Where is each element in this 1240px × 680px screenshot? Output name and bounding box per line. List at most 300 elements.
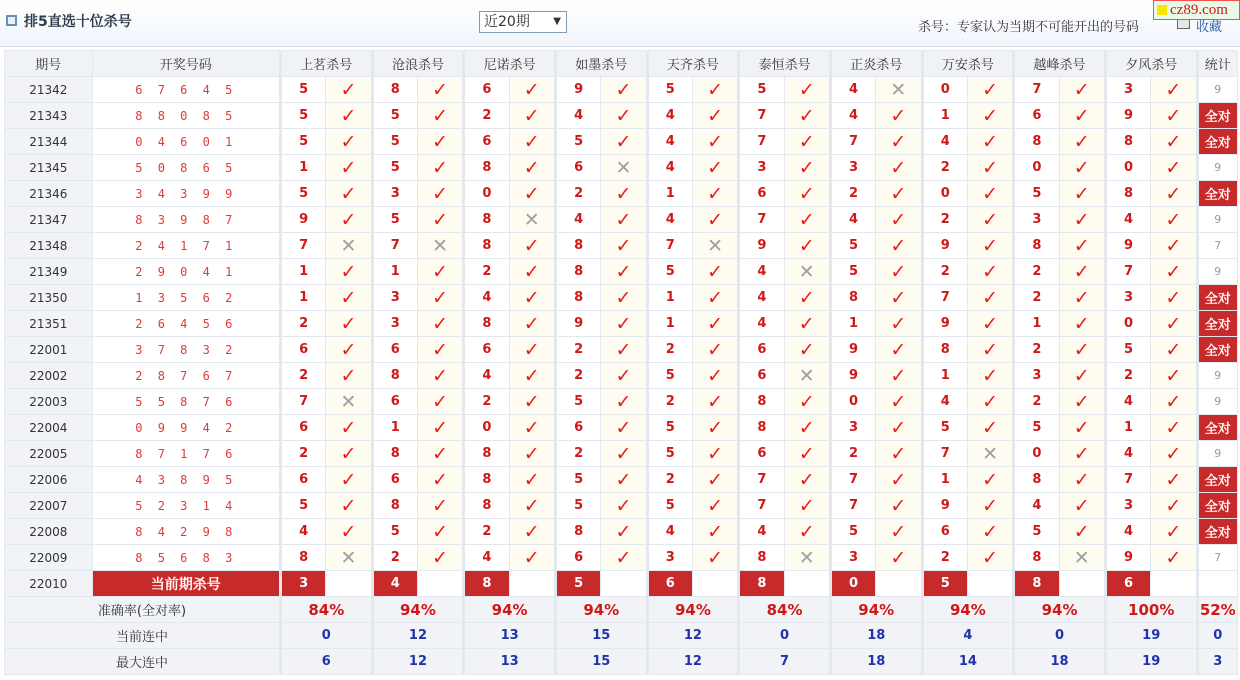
current-kill-blank — [509, 571, 555, 597]
check-icon: ✓ — [417, 181, 463, 207]
kill-number: 0 — [464, 415, 509, 441]
accuracy-row — [5, 597, 1238, 623]
check-icon: ✓ — [967, 129, 1013, 155]
check-icon: ✓ — [692, 311, 738, 337]
check-icon: ✓ — [1151, 519, 1197, 545]
current-kill-number: 5 — [922, 571, 967, 597]
kill-number: 6 — [739, 363, 784, 389]
table-row — [5, 103, 1238, 129]
kill-number: 8 — [464, 155, 509, 181]
kill-number: 7 — [1105, 467, 1150, 493]
kill-number: 4 — [464, 285, 509, 311]
kill-number: 3 — [830, 155, 875, 181]
period-id: 21348 — [5, 233, 93, 259]
kill-number: 9 — [1105, 103, 1150, 129]
current-kill-label: 当前期杀号 — [92, 571, 280, 597]
row-stat: 全对 — [1197, 337, 1237, 363]
check-icon: ✓ — [1059, 311, 1105, 337]
check-icon: ✓ — [876, 337, 922, 363]
check-icon: ✓ — [692, 389, 738, 415]
check-icon: ✓ — [1151, 415, 1197, 441]
kill-number: 4 — [647, 155, 692, 181]
check-icon: ✓ — [876, 467, 922, 493]
current-stat-blank — [1197, 571, 1237, 597]
check-icon: ✓ — [876, 181, 922, 207]
check-icon: ✓ — [1151, 441, 1197, 467]
check-icon: ✓ — [784, 337, 830, 363]
dropdown-arrow-icon: ▼ — [553, 16, 561, 27]
kill-number: 8 — [739, 389, 784, 415]
draw-numbers: 2 4 1 7 1 — [92, 233, 280, 259]
kill-number: 1 — [647, 285, 692, 311]
row-stat: 全对 — [1197, 129, 1237, 155]
kill-number: 2 — [1014, 337, 1059, 363]
cross-icon: ✕ — [509, 207, 555, 233]
draw-numbers: 5 2 3 1 4 — [92, 493, 280, 519]
check-icon: ✓ — [1151, 285, 1197, 311]
draw-numbers: 2 8 7 6 7 — [92, 363, 280, 389]
check-icon: ✓ — [692, 441, 738, 467]
kill-number: 8 — [464, 311, 509, 337]
top-bar — [0, 0, 1240, 47]
kill-number: 7 — [739, 467, 784, 493]
site-logo[interactable] — [1153, 0, 1240, 20]
kill-number: 7 — [739, 493, 784, 519]
draw-numbers: 5 5 8 7 6 — [92, 389, 280, 415]
kill-number: 2 — [372, 545, 417, 571]
check-icon: ✓ — [509, 311, 555, 337]
row-stat: 全对 — [1197, 467, 1237, 493]
check-icon: ✓ — [1059, 441, 1105, 467]
kill-number: 2 — [555, 337, 600, 363]
draw-numbers: 8 8 0 8 5 — [92, 103, 280, 129]
check-icon: ✓ — [601, 285, 647, 311]
kill-number: 4 — [647, 207, 692, 233]
col-expert-header: 尼诺杀号 — [464, 51, 556, 77]
kill-number: 6 — [464, 77, 509, 103]
check-icon: ✓ — [1059, 103, 1105, 129]
period-id: 21346 — [5, 181, 93, 207]
period-id: 22002 — [5, 363, 93, 389]
check-icon: ✓ — [601, 337, 647, 363]
kill-number: 4 — [1105, 389, 1150, 415]
check-icon: ✓ — [1151, 129, 1197, 155]
check-icon: ✓ — [326, 129, 372, 155]
summary-value: 0 — [739, 623, 831, 649]
check-icon: ✓ — [1151, 181, 1197, 207]
summary-value: 94% — [372, 597, 464, 623]
check-icon: ✓ — [601, 207, 647, 233]
kill-number: 4 — [830, 77, 875, 103]
period-id: 22006 — [5, 467, 93, 493]
check-icon: ✓ — [967, 415, 1013, 441]
kill-number: 8 — [555, 259, 600, 285]
kill-number: 7 — [739, 129, 784, 155]
check-icon: ✓ — [417, 363, 463, 389]
kill-number: 5 — [922, 415, 967, 441]
kill-number: 2 — [464, 259, 509, 285]
kill-number: 6 — [739, 441, 784, 467]
current-period-row — [5, 571, 1238, 597]
favorite-link[interactable]: 收藏 — [1196, 20, 1223, 35]
table-row — [5, 207, 1238, 233]
kill-number: 8 — [1014, 129, 1059, 155]
summary-value: 100% — [1105, 597, 1197, 623]
table-row — [5, 467, 1238, 493]
check-icon: ✓ — [1059, 77, 1105, 103]
summary-value: 15 — [555, 623, 647, 649]
kill-note: 杀号：专家认为当期不可能开出的号码 — [918, 20, 1140, 35]
check-icon: ✓ — [784, 389, 830, 415]
check-icon: ✓ — [326, 415, 372, 441]
kill-number: 9 — [280, 207, 325, 233]
kill-number: 8 — [464, 233, 509, 259]
period-id: 22009 — [5, 545, 93, 571]
period-id: 21345 — [5, 155, 93, 181]
row-stat: 7 — [1197, 233, 1237, 259]
kill-number: 4 — [739, 519, 784, 545]
summary-label: 准确率(全对率) — [5, 597, 281, 623]
table-row — [5, 363, 1238, 389]
summary-stat: 52% — [1197, 597, 1237, 623]
check-icon: ✓ — [967, 77, 1013, 103]
draw-numbers: 3 7 8 3 2 — [92, 337, 280, 363]
check-icon: ✓ — [509, 129, 555, 155]
col-expert-header: 天齐杀号 — [647, 51, 739, 77]
kill-number: 8 — [1014, 233, 1059, 259]
current-kill-blank — [417, 571, 463, 597]
check-icon: ✓ — [417, 285, 463, 311]
kill-number: 2 — [280, 441, 325, 467]
summary-value: 12 — [647, 649, 739, 675]
draw-numbers: 1 3 5 6 2 — [92, 285, 280, 311]
row-stat: 7 — [1197, 545, 1237, 571]
kill-number: 8 — [1105, 129, 1150, 155]
check-icon: ✓ — [601, 77, 647, 103]
check-icon: ✓ — [876, 103, 922, 129]
check-icon: ✓ — [1151, 77, 1197, 103]
row-stat: 全对 — [1197, 493, 1237, 519]
kill-number: 7 — [1014, 77, 1059, 103]
draw-numbers: 8 4 2 9 8 — [92, 519, 280, 545]
check-icon: ✓ — [509, 467, 555, 493]
summary-value: 19 — [1105, 649, 1197, 675]
kill-number: 7 — [739, 207, 784, 233]
cross-icon: ✕ — [417, 233, 463, 259]
kill-number: 3 — [1014, 363, 1059, 389]
kill-number: 6 — [372, 337, 417, 363]
check-icon: ✓ — [1059, 181, 1105, 207]
kill-number: 7 — [280, 233, 325, 259]
row-stat: 9 — [1197, 155, 1237, 181]
summary-value: 12 — [647, 623, 739, 649]
current-kill-number: 5 — [555, 571, 600, 597]
kill-number: 2 — [555, 363, 600, 389]
check-icon: ✓ — [326, 519, 372, 545]
check-icon: ✓ — [692, 155, 738, 181]
check-icon: ✓ — [326, 77, 372, 103]
summary-value: 0 — [280, 623, 372, 649]
check-icon: ✓ — [326, 337, 372, 363]
kill-number: 9 — [922, 233, 967, 259]
kill-number: 5 — [372, 519, 417, 545]
check-icon: ✓ — [417, 207, 463, 233]
check-icon: ✓ — [1059, 129, 1105, 155]
kill-number: 8 — [555, 285, 600, 311]
check-icon: ✓ — [326, 467, 372, 493]
kill-number: 6 — [280, 415, 325, 441]
check-icon: ✓ — [967, 467, 1013, 493]
check-icon: ✓ — [876, 207, 922, 233]
kill-number: 2 — [280, 311, 325, 337]
period-id: 22003 — [5, 389, 93, 415]
check-icon: ✓ — [967, 545, 1013, 571]
summary-value: 7 — [739, 649, 831, 675]
check-icon: ✓ — [784, 207, 830, 233]
check-icon: ✓ — [784, 415, 830, 441]
kill-number: 8 — [464, 467, 509, 493]
period-id: 21342 — [5, 77, 93, 103]
check-icon: ✓ — [876, 441, 922, 467]
check-icon: ✓ — [1059, 467, 1105, 493]
kill-number: 4 — [830, 103, 875, 129]
kill-number: 2 — [555, 441, 600, 467]
check-icon: ✓ — [876, 389, 922, 415]
period-id: 21350 — [5, 285, 93, 311]
kill-number: 5 — [830, 259, 875, 285]
summary-stat: 3 — [1197, 649, 1237, 675]
table-header-row — [5, 51, 1238, 77]
kill-number: 6 — [555, 415, 600, 441]
kill-number: 5 — [280, 129, 325, 155]
row-stat: 9 — [1197, 207, 1237, 233]
check-icon: ✓ — [692, 77, 738, 103]
kill-number: 7 — [372, 233, 417, 259]
cross-icon: ✕ — [784, 259, 830, 285]
check-icon: ✓ — [967, 389, 1013, 415]
kill-number: 5 — [1014, 181, 1059, 207]
kill-number: 5 — [830, 519, 875, 545]
col-stat-header: 统计 — [1197, 51, 1237, 77]
table-row — [5, 441, 1238, 467]
check-icon: ✓ — [784, 285, 830, 311]
kill-number: 5 — [647, 493, 692, 519]
current-kill-number: 4 — [372, 571, 417, 597]
check-icon: ✓ — [326, 311, 372, 337]
row-stat: 全对 — [1197, 519, 1237, 545]
check-icon: ✓ — [509, 337, 555, 363]
period-id: 22005 — [5, 441, 93, 467]
cross-icon: ✕ — [692, 233, 738, 259]
check-icon: ✓ — [876, 233, 922, 259]
check-icon: ✓ — [417, 259, 463, 285]
col-expert-header: 上茗杀号 — [280, 51, 372, 77]
check-icon: ✓ — [326, 493, 372, 519]
check-icon: ✓ — [1059, 207, 1105, 233]
summary-value: 14 — [922, 649, 1014, 675]
kill-number: 4 — [647, 519, 692, 545]
check-icon: ✓ — [601, 493, 647, 519]
draw-numbers: 3 4 3 9 9 — [92, 181, 280, 207]
kill-number: 4 — [922, 129, 967, 155]
kill-number: 4 — [647, 103, 692, 129]
check-icon: ✓ — [1151, 155, 1197, 181]
check-icon: ✓ — [784, 493, 830, 519]
check-icon: ✓ — [417, 389, 463, 415]
kill-number: 3 — [830, 415, 875, 441]
kill-number: 2 — [464, 519, 509, 545]
check-icon: ✓ — [784, 441, 830, 467]
kill-number: 5 — [647, 77, 692, 103]
kill-number: 2 — [555, 181, 600, 207]
kill-number: 3 — [372, 311, 417, 337]
period-id: 21347 — [5, 207, 93, 233]
check-icon: ✓ — [876, 311, 922, 337]
kill-number: 0 — [922, 181, 967, 207]
kill-number: 2 — [1014, 285, 1059, 311]
kill-number: 2 — [1014, 259, 1059, 285]
summary-value: 94% — [647, 597, 739, 623]
kill-number: 0 — [464, 181, 509, 207]
table-row — [5, 415, 1238, 441]
col-expert-header: 如墨杀号 — [555, 51, 647, 77]
kill-number: 2 — [280, 363, 325, 389]
cross-icon: ✕ — [326, 545, 372, 571]
check-icon: ✓ — [417, 493, 463, 519]
kill-number: 1 — [280, 259, 325, 285]
summary-value: 18 — [1014, 649, 1106, 675]
kill-number: 2 — [647, 467, 692, 493]
kill-number: 8 — [372, 363, 417, 389]
check-icon: ✓ — [1059, 259, 1105, 285]
kill-number: 5 — [555, 493, 600, 519]
current-streak-row — [5, 623, 1238, 649]
table-row — [5, 337, 1238, 363]
row-stat: 全对 — [1197, 285, 1237, 311]
kill-number: 9 — [739, 233, 784, 259]
kill-number: 6 — [372, 467, 417, 493]
summary-value: 94% — [922, 597, 1014, 623]
col-expert-header: 夕风杀号 — [1105, 51, 1197, 77]
kill-number: 5 — [739, 77, 784, 103]
kill-number: 5 — [647, 363, 692, 389]
kill-number: 3 — [372, 285, 417, 311]
kill-number: 5 — [1014, 415, 1059, 441]
kill-number: 1 — [830, 311, 875, 337]
max-streak-row — [5, 649, 1238, 675]
kill-number: 3 — [647, 545, 692, 571]
kill-number: 6 — [739, 181, 784, 207]
kill-number: 3 — [1105, 77, 1150, 103]
kill-number: 1 — [647, 181, 692, 207]
check-icon: ✓ — [601, 233, 647, 259]
kill-number: 0 — [922, 77, 967, 103]
col-expert-header: 泰恒杀号 — [739, 51, 831, 77]
kill-number: 5 — [830, 233, 875, 259]
draw-numbers: 2 6 4 5 6 — [92, 311, 280, 337]
check-icon: ✓ — [692, 337, 738, 363]
check-icon: ✓ — [1059, 389, 1105, 415]
kill-number: 8 — [739, 415, 784, 441]
draw-numbers: 0 4 6 0 1 — [92, 129, 280, 155]
kill-number: 1 — [1105, 415, 1150, 441]
check-icon: ✓ — [784, 103, 830, 129]
kill-number: 5 — [555, 467, 600, 493]
check-icon: ✓ — [967, 519, 1013, 545]
period-id: 22007 — [5, 493, 93, 519]
row-stat: 全对 — [1197, 415, 1237, 441]
kill-number: 9 — [830, 363, 875, 389]
col-expert-header: 越峰杀号 — [1014, 51, 1106, 77]
kill-number: 5 — [1105, 337, 1150, 363]
period-id: 21344 — [5, 129, 93, 155]
kill-number: 3 — [1105, 493, 1150, 519]
table-row — [5, 233, 1238, 259]
check-icon: ✓ — [692, 545, 738, 571]
current-kill-blank — [692, 571, 738, 597]
summary-value: 13 — [464, 649, 556, 675]
kill-number: 2 — [1105, 363, 1150, 389]
kill-number: 4 — [555, 103, 600, 129]
kill-number: 6 — [555, 545, 600, 571]
kill-number: 0 — [1105, 155, 1150, 181]
kill-number: 8 — [280, 545, 325, 571]
check-icon: ✓ — [967, 233, 1013, 259]
table-row — [5, 181, 1238, 207]
check-icon: ✓ — [509, 285, 555, 311]
logo-square-icon — [1157, 5, 1167, 15]
kill-number: 6 — [922, 519, 967, 545]
check-icon: ✓ — [417, 519, 463, 545]
check-icon: ✓ — [417, 467, 463, 493]
summary-value: 94% — [464, 597, 556, 623]
kill-number: 4 — [1105, 519, 1150, 545]
check-icon: ✓ — [1151, 311, 1197, 337]
kill-number: 6 — [280, 337, 325, 363]
draw-numbers: 0 9 9 4 2 — [92, 415, 280, 441]
kill-number: 1 — [647, 311, 692, 337]
kill-number: 5 — [647, 415, 692, 441]
check-icon: ✓ — [876, 545, 922, 571]
summary-value: 4 — [922, 623, 1014, 649]
kill-number: 8 — [830, 285, 875, 311]
period-select[interactable] — [479, 11, 567, 33]
table-row — [5, 389, 1238, 415]
kill-number: 9 — [922, 493, 967, 519]
draw-numbers: 8 3 9 8 7 — [92, 207, 280, 233]
kill-number: 6 — [280, 467, 325, 493]
kill-number: 5 — [1014, 519, 1059, 545]
kill-number: 9 — [555, 311, 600, 337]
check-icon: ✓ — [967, 337, 1013, 363]
kill-number: 6 — [555, 155, 600, 181]
col-expert-header: 正炎杀号 — [830, 51, 922, 77]
period-id: 22008 — [5, 519, 93, 545]
check-icon: ✓ — [876, 155, 922, 181]
kill-number: 5 — [280, 103, 325, 129]
kill-number: 7 — [1105, 259, 1150, 285]
kill-number: 4 — [739, 259, 784, 285]
kill-number: 9 — [830, 337, 875, 363]
kill-number: 7 — [280, 389, 325, 415]
summary-value: 18 — [830, 649, 922, 675]
kill-number: 9 — [1105, 545, 1150, 571]
check-icon: ✓ — [601, 545, 647, 571]
draw-numbers: 8 7 1 7 6 — [92, 441, 280, 467]
col-expert-header: 万安杀号 — [922, 51, 1014, 77]
kill-number: 8 — [1014, 545, 1059, 571]
check-icon: ✓ — [601, 441, 647, 467]
